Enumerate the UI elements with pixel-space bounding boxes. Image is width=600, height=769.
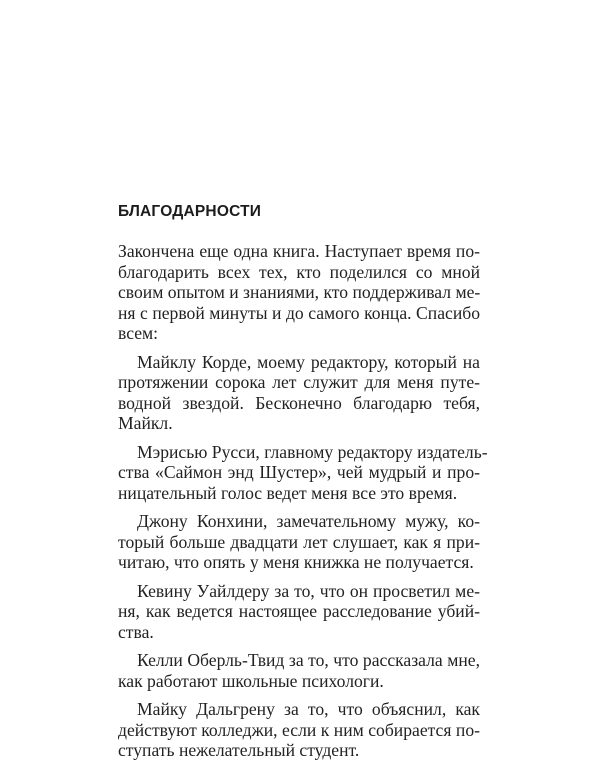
text-line: ницательный голос ведет меня все это время. xyxy=(118,482,458,503)
text-line: протяжении сорока лет служит для меня путе- xyxy=(118,372,480,392)
text-line: Закончена еще одна книга. Наступает время по- xyxy=(118,241,480,261)
text-line: Майку Дальгрену за то, что объяснил, как xyxy=(137,699,480,719)
text-line: как работают школьные психологи. xyxy=(118,670,384,691)
text-line: ступать нежелательный студент. xyxy=(118,740,360,760)
paragraph xyxy=(118,441,488,504)
acknowledgements-text xyxy=(118,241,488,769)
paragraph xyxy=(118,699,480,761)
text-line: Джону Конхини, замечательному мужу, ко- xyxy=(137,511,480,531)
text-line: своим опытом и знаниями, кто поддерживал ме- xyxy=(118,282,481,302)
text-line: Мэрисью Русси, главному редактору издатель- xyxy=(137,441,488,462)
text-line: ня, как ведется настоящее расследование убий- xyxy=(118,601,480,621)
paragraph xyxy=(118,241,480,344)
text-line: ня с первой минуты и до самого конца. Спасибо xyxy=(118,302,480,323)
paragraph xyxy=(118,511,480,573)
paragraph xyxy=(118,352,480,434)
text-line: ства. xyxy=(118,621,154,642)
text-line: действуют колледжи, если к ним собирается по- xyxy=(118,719,480,740)
paragraph xyxy=(118,650,480,691)
page-heading: БЛАГОДАРНОСТИ xyxy=(118,203,262,220)
text-line: Майклу Корде, моему редактору, который на xyxy=(137,351,480,372)
text-line: Келли Оберль-Твид за то, что рассказала мне, xyxy=(137,650,480,670)
text-line: торый больше двадцати лет слушает, как я при- xyxy=(118,531,480,552)
text-line: благодарить всех тех, кто поделился со мной xyxy=(118,261,480,282)
text-line: всем: xyxy=(118,323,159,343)
text-line: водной звездой. Бесконечно благодарю тебя, xyxy=(118,392,480,413)
text-line: Кевину Уайлдеру за то, что он просветил ме- xyxy=(137,580,480,601)
paragraph xyxy=(118,581,480,643)
text-line: ства «Саймон энд Шустер», чей мудрый и про- xyxy=(118,462,480,482)
text-line: читаю, что опять у меня книжка не получается. xyxy=(118,552,474,572)
text-line: Майкл. xyxy=(118,413,173,433)
